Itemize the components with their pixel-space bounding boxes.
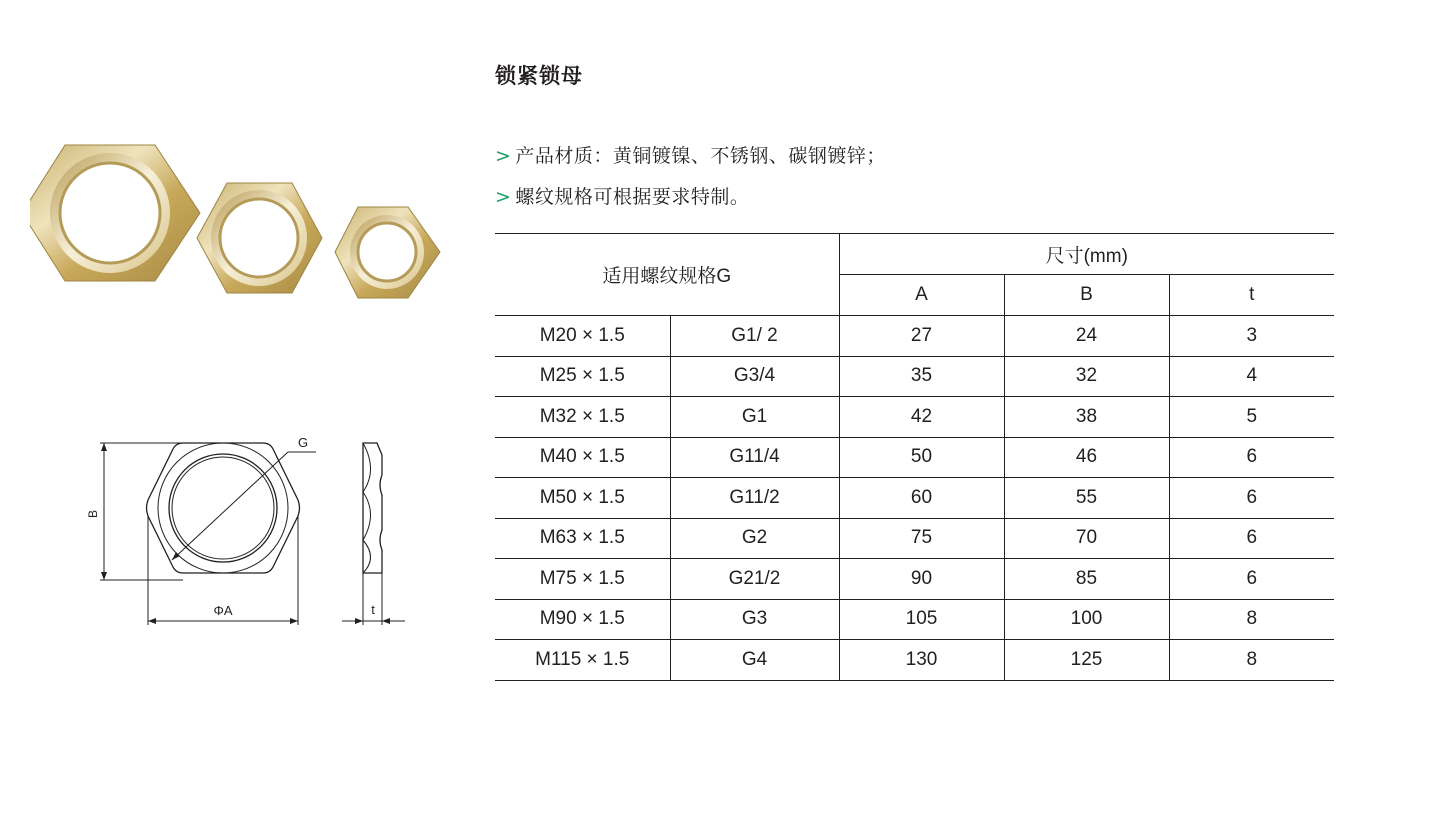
table-row: [495, 478, 1334, 519]
green-arrow-icon: >: [495, 186, 512, 208]
dim-t: 6: [1169, 518, 1334, 559]
dim-t: 8: [1169, 640, 1334, 681]
dim-a: 105: [839, 599, 1004, 640]
label-b: B: [86, 509, 100, 519]
metric-thread: M115 × 1.5: [495, 640, 670, 681]
table-row: [495, 356, 1334, 397]
dim-a: 130: [839, 640, 1004, 681]
pipe-thread: G4: [670, 640, 839, 681]
dim-a: 60: [839, 478, 1004, 519]
metric-thread: M40 × 1.5: [495, 437, 670, 478]
dim-a: 90: [839, 559, 1004, 600]
metric-thread: M90 × 1.5: [495, 599, 670, 640]
dim-a: 27: [839, 316, 1004, 357]
metric-thread: M32 × 1.5: [495, 397, 670, 438]
material-note: [495, 141, 886, 168]
pipe-thread: G2: [670, 518, 839, 559]
thread-spec-header: 适用螺纹规格G: [495, 234, 839, 316]
product-photo: [30, 135, 450, 305]
size-header: 尺寸(mm): [839, 234, 1334, 275]
dim-b: 32: [1004, 356, 1169, 397]
pipe-thread: G1/ 2: [670, 316, 839, 357]
table-row: [495, 518, 1334, 559]
table-row: [495, 640, 1334, 681]
dim-t: 3: [1169, 316, 1334, 357]
pipe-thread: G21/2: [670, 559, 839, 600]
metric-thread: M20 × 1.5: [495, 316, 670, 357]
pipe-thread: G3/4: [670, 356, 839, 397]
dim-b: 46: [1004, 437, 1169, 478]
table-row: [495, 397, 1334, 438]
dim-t: 6: [1169, 559, 1334, 600]
dim-b: 38: [1004, 397, 1169, 438]
metric-thread: M75 × 1.5: [495, 559, 670, 600]
dim-b: 125: [1004, 640, 1169, 681]
header-row: [495, 234, 1334, 275]
metric-thread: M50 × 1.5: [495, 478, 670, 519]
pipe-thread: G11/2: [670, 478, 839, 519]
col-b-header: B: [1004, 275, 1169, 316]
spec-table: [495, 233, 1334, 681]
dimension-drawing: [80, 430, 420, 630]
thread-custom-text: 螺纹规格可根据要求特制。: [515, 186, 750, 208]
table-row: [495, 316, 1334, 357]
dim-b: 55: [1004, 478, 1169, 519]
large-nut: [30, 145, 200, 281]
dim-a: 35: [839, 356, 1004, 397]
table-row: [495, 559, 1334, 600]
col-t-header: t: [1169, 275, 1334, 316]
pipe-thread: G11/4: [670, 437, 839, 478]
dim-b: 70: [1004, 518, 1169, 559]
metric-thread: M63 × 1.5: [495, 518, 670, 559]
pipe-thread: G3: [670, 599, 839, 640]
dim-b: 100: [1004, 599, 1169, 640]
metric-thread: M25 × 1.5: [495, 356, 670, 397]
label-g: G: [298, 435, 309, 450]
dim-t: 8: [1169, 599, 1334, 640]
dim-t: 5: [1169, 397, 1334, 438]
dim-b: 85: [1004, 559, 1169, 600]
label-phi-a: ΦA: [213, 603, 233, 618]
dim-t: 6: [1169, 478, 1334, 519]
pipe-thread: G1: [670, 397, 839, 438]
dim-t: 6: [1169, 437, 1334, 478]
table-row: [495, 437, 1334, 478]
dim-t: 4: [1169, 356, 1334, 397]
small-nut: [335, 207, 440, 298]
table-row: [495, 599, 1334, 640]
green-arrow-icon: >: [495, 145, 512, 167]
label-t: t: [371, 602, 375, 617]
dim-a: 75: [839, 518, 1004, 559]
medium-nut: [197, 183, 322, 293]
material-text: 产品材质：黄铜镀镍、不锈钢、碳钢镀锌；: [515, 145, 886, 167]
col-a-header: A: [839, 275, 1004, 316]
dim-a: 50: [839, 437, 1004, 478]
dim-b: 24: [1004, 316, 1169, 357]
thread-custom-note: [495, 182, 749, 209]
dim-a: 42: [839, 397, 1004, 438]
product-title: 锁紧锁母: [495, 64, 583, 88]
